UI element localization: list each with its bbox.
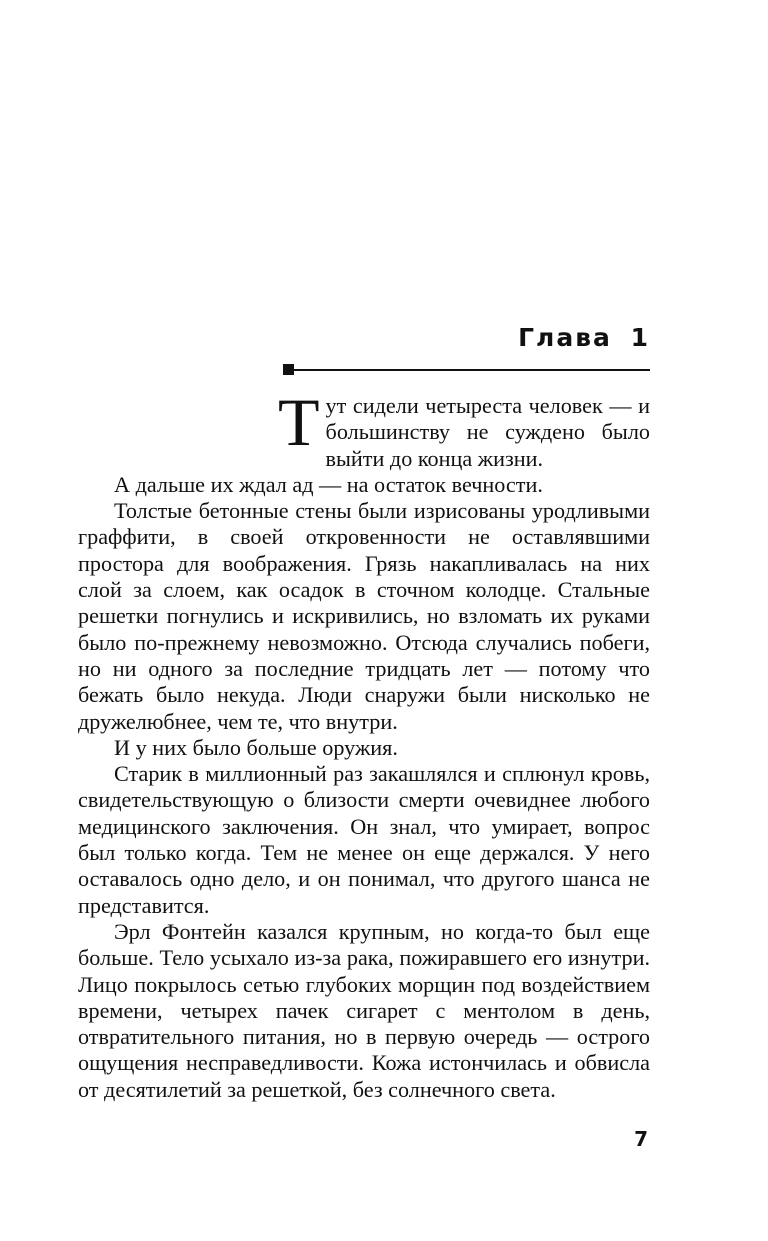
paragraph: И у них было больше оружия. [114,734,398,760]
paragraph-text: ут сидели четыреста человек — и большинству не суждено было выйти до конца жизни. [325,393,650,471]
paragraph: Старик в миллионный раз закашлялся и сплюнул кровь, свидетельствующую о близости смерти очевиднее любого медицинского заключения. Он знал, что умирает, вопрос был только когда. Тем не менее он еще держался. У него оставалось одно дело, и он понимал, что другого шанса не представится. [78,761,650,918]
chapter-title: Глава 1 [518,323,650,352]
paragraph: А дальше их ждал ад — на остаток вечности. [114,471,543,497]
chapter-rule-line [283,369,650,371]
chapter-body [78,384,650,1103]
drop-cap: Т [278,384,320,460]
paragraph: Толстые бетонные стены были изрисованы уродливыми граффити, в своей откровенности не оставлявшими простора для воображения. Грязь накапливалась на них слой за слоем, как осадок в сточном колодце. Стальные решетки погнулись и искривились, но взломать их руками было по-прежнему невозможно. Отсюда случались побеги, но ни одного за последние тридцать лет — потому что бежать было некуда. Люди снаружи были нисколько не дружелюбнее, чем те, что внутри. [78,498,650,734]
paragraph [78,384,650,472]
page-number: 7 [634,1127,648,1151]
paragraph: Эрл Фонтейн казался крупным, но когда-то был еще больше. Тело усыхало из-за рака, пожиравшего его изнутри. Лицо покрылось сетью глубоких морщин под воздействием времени, четырех пачек сигарет с ментолом в день, отвратительного питания, но в первую очередь — острого ощущения несправедливости. Кожа истончилась и обвисла от десятилетий за решеткой, без солнечного света. [78,918,650,1102]
